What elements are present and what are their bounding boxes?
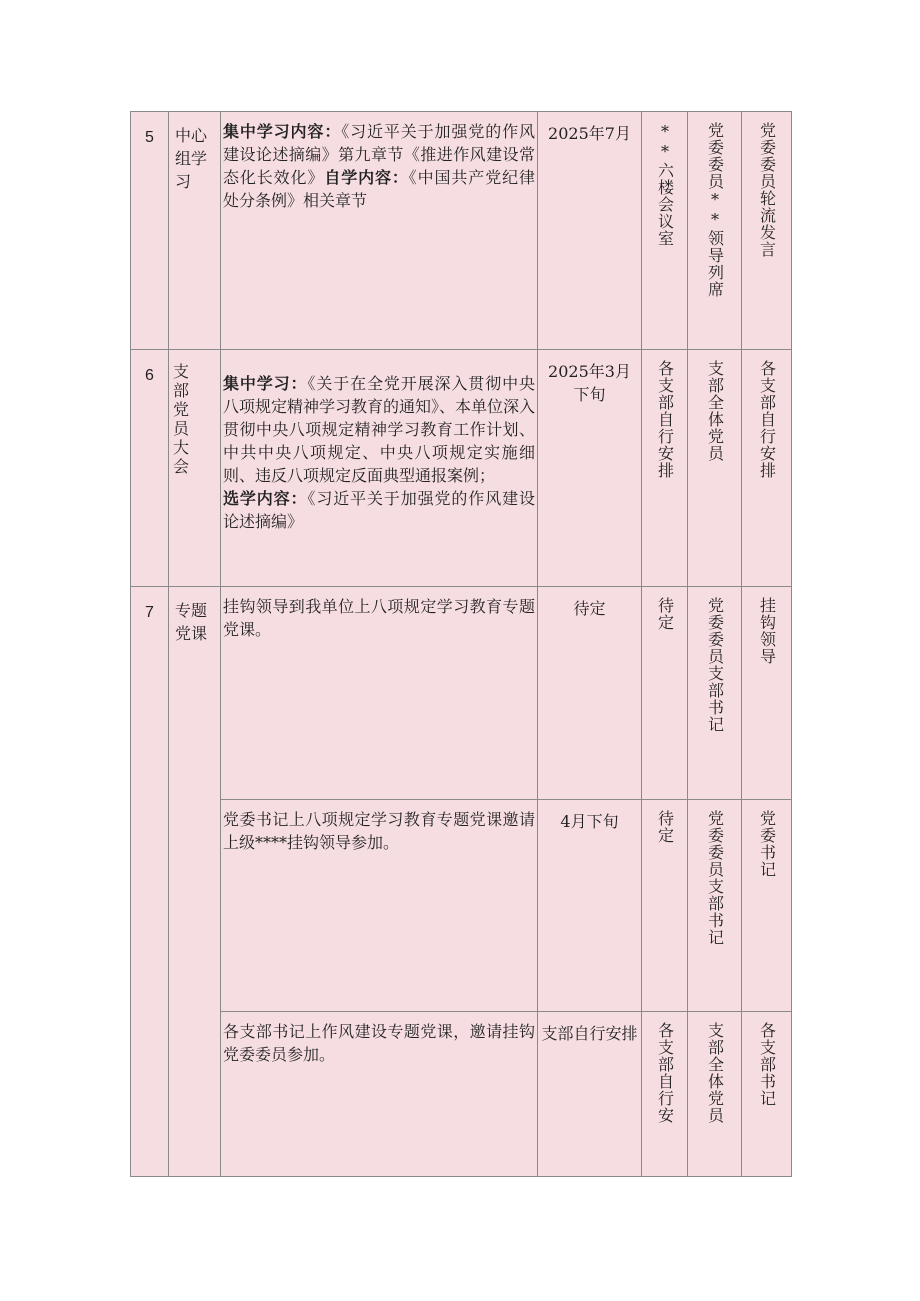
study-time: 2025年7月 bbox=[538, 112, 642, 350]
speaker: 党委书记 bbox=[757, 810, 777, 878]
study-content bbox=[221, 350, 538, 587]
content-heading: 选学内容： bbox=[223, 489, 308, 508]
table-row bbox=[131, 112, 792, 350]
study-place-cell bbox=[642, 350, 688, 587]
speaker: 各支部自行安排 bbox=[757, 360, 777, 479]
participants: 支部全体党员 bbox=[705, 1022, 725, 1124]
participants-cell bbox=[688, 800, 742, 1012]
study-content: 各支部书记上作风建设专题党课，邀请挂钩党委委员参加。 bbox=[221, 1012, 538, 1177]
table-row bbox=[131, 800, 792, 1012]
speaker: 党委委员轮流发言 bbox=[757, 122, 777, 258]
participants: 党委委员**领导列席 bbox=[705, 122, 725, 298]
study-content bbox=[221, 112, 538, 350]
study-time: 4月下旬 bbox=[538, 800, 642, 1012]
study-time: 待定 bbox=[538, 587, 642, 800]
study-place: 待定 bbox=[655, 810, 675, 844]
participants-cell bbox=[688, 587, 742, 800]
study-plan-table bbox=[130, 111, 792, 1177]
participants-cell bbox=[688, 112, 742, 350]
content-heading: 集中学习： bbox=[223, 374, 308, 393]
participants: 支部全体党员 bbox=[705, 360, 725, 462]
content-text: 《关于在全党开展深入贯彻中央八项规定精神学习教育的通知》、本单位深入贯彻中央八项规定精神学习教育工作计划、中共中央八项规定、中央八项规定实施细则、违反八项规定反面典型通报案例； bbox=[223, 374, 536, 485]
study-time: 支部自行安排 bbox=[538, 1012, 642, 1177]
row-number: 7 bbox=[131, 587, 169, 1177]
study-place-cell bbox=[642, 1012, 688, 1177]
table-row bbox=[131, 350, 792, 587]
content-text: 《习近平关于加强党的作风建设论述摘编》 bbox=[223, 489, 535, 531]
content-text: 《中国共产党纪律处分条例》相关章节 bbox=[223, 168, 535, 210]
study-content: 党委书记上八项规定学习教育专题党课邀请上级****挂钩领导参加。 bbox=[221, 800, 538, 1012]
study-place-cell bbox=[642, 800, 688, 1012]
activity-type-cell bbox=[169, 350, 221, 587]
study-time: 2025年3月下旬 bbox=[538, 350, 642, 587]
participants: 党委委员支部书记 bbox=[705, 810, 725, 946]
participants-cell bbox=[688, 1012, 742, 1177]
study-place: 各支部自行安 bbox=[655, 1022, 675, 1124]
study-place: 各支部自行安排 bbox=[655, 360, 675, 479]
activity-type: 中心组学习 bbox=[169, 112, 221, 350]
participants-cell bbox=[688, 350, 742, 587]
table-row bbox=[131, 1012, 792, 1177]
speaker-cell bbox=[742, 587, 792, 800]
speaker-cell bbox=[742, 1012, 792, 1177]
speaker: 各支部书记 bbox=[757, 1022, 777, 1107]
row-number: 5 bbox=[131, 112, 169, 350]
speaker-cell bbox=[742, 350, 792, 587]
activity-type: 专题党课 bbox=[169, 587, 221, 1177]
table-row bbox=[131, 587, 792, 800]
study-place: 待定 bbox=[655, 597, 675, 631]
speaker-cell bbox=[742, 112, 792, 350]
row-number: 6 bbox=[131, 350, 169, 587]
study-place-cell bbox=[642, 112, 688, 350]
study-place: **六楼会议室 bbox=[655, 122, 675, 247]
content-heading: 自学内容： bbox=[324, 168, 409, 187]
activity-type: 支部党员大会 bbox=[173, 362, 190, 476]
study-place-cell bbox=[642, 587, 688, 800]
study-content: 挂钩领导到我单位上八项规定学习教育专题党课。 bbox=[221, 587, 538, 800]
speaker: 挂钩领导 bbox=[757, 597, 777, 665]
content-text: 《习近平关于加强党的作风建设论述摘编》第九章节《推进作风建设常态化长效化》 bbox=[223, 122, 535, 187]
content-heading: 集中学习内容： bbox=[223, 122, 342, 141]
participants: 党委委员支部书记 bbox=[705, 597, 725, 733]
speaker-cell bbox=[742, 800, 792, 1012]
